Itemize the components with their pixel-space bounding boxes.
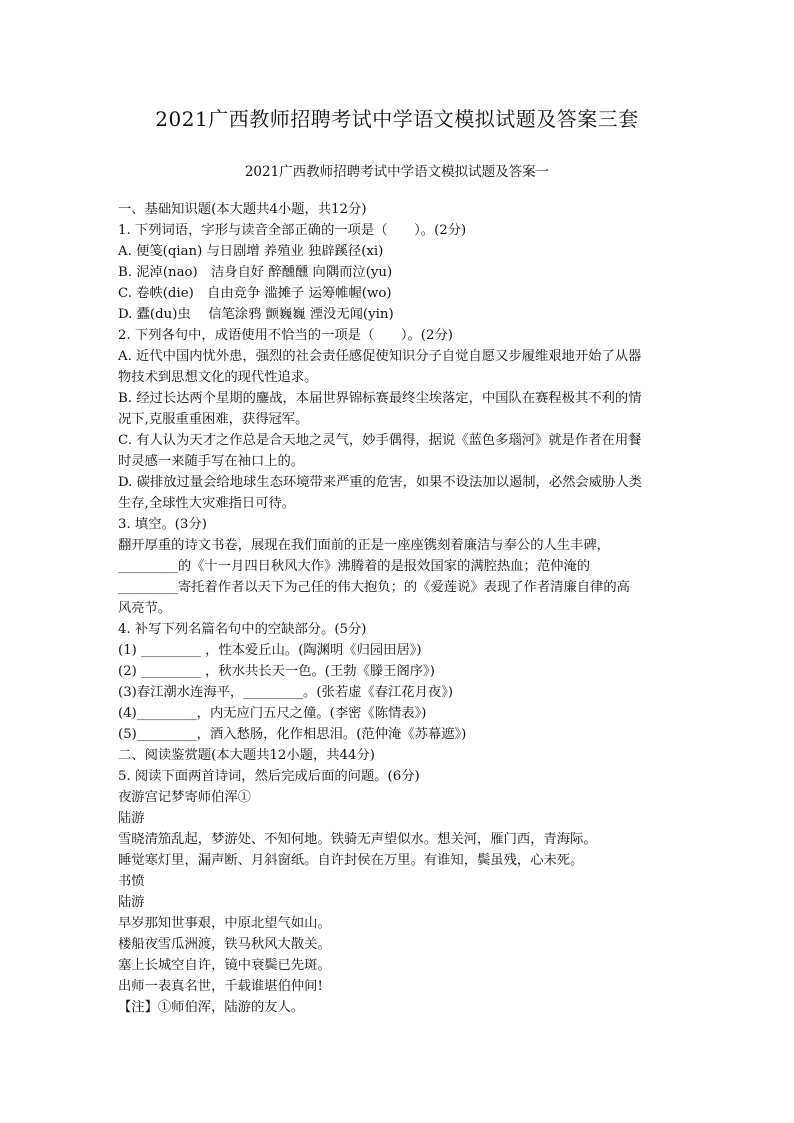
text-line: B. 泥淖(nao) 洁身自好 醉醺醺 向隅而泣(yu) bbox=[118, 265, 393, 280]
text-line: 4. 补写下列名篇名句中的空缺部分。(5分) bbox=[118, 622, 367, 637]
text-line: 翻开厚重的诗文书卷，展现在我们面前的正是一座座镌刻着廉洁与奉公的人生丰碑， bbox=[118, 538, 610, 553]
text-line: 陆游 bbox=[118, 895, 145, 910]
text-line: 陆游 bbox=[118, 811, 145, 826]
text-line: _________的《十一月四日秋风大作》沸腾着的是报效国家的满腔热血；范仲淹的 bbox=[118, 559, 591, 574]
text-line: 一、基础知识题(本大题共4小题，共12分) bbox=[118, 202, 367, 217]
document-subtitle: 2021广西教师招聘考试中学语文模拟试题及答案一 bbox=[244, 164, 550, 180]
text-line: B. 经过长达两个星期的鏖战，本届世界锦标赛最终尘埃落定，中国队在赛程极其不利的情 bbox=[118, 391, 642, 406]
text-line: 雪晓清笳乱起，梦游处、不知何地。铁骑无声望似水。想关河，雁门西，青海际。 bbox=[118, 832, 597, 847]
document-title: 2021广西教师招聘考试中学语文模拟试题及答案三套 bbox=[155, 107, 639, 131]
text-line: 时灵感一来随手写在袖口上的。 bbox=[118, 454, 305, 469]
text-line: 夜游宫记梦寄师伯浑① bbox=[118, 790, 251, 805]
text-line: 物技术到思想文化的现代性追求。 bbox=[118, 370, 318, 385]
text-line: 睡觉寒灯里，漏声断、月斜窗纸。自许封侯在万里。有谁知，鬓虽残，心未死。 bbox=[118, 853, 584, 868]
text-line: (1) _________ ，性本爱丘山。(陶渊明《归园田居》) bbox=[118, 643, 422, 658]
text-line: 生存,全球性大灾难指日可待。 bbox=[118, 496, 296, 511]
text-line: (3)春江潮水连海平，_________。(张若虚《春江花月夜》) bbox=[118, 685, 454, 700]
text-line: 2. 下列各句中，成语使用不恰当的一项是（ ）。(2分) bbox=[118, 328, 453, 343]
text-line: 况下,克服重重困难，获得冠军。 bbox=[118, 412, 309, 427]
text-line: 早岁那知世事艰，中原北望气如山。 bbox=[118, 916, 331, 931]
text-line: 二、阅读鉴赏题(本大题共12小题，共44分) bbox=[118, 748, 375, 763]
text-line: 楼船夜雪瓜洲渡，铁马秋风大散关。 bbox=[118, 937, 331, 952]
text-line: 1. 下列词语，字形与读音全部正确的一项是（ ）。(2分) bbox=[118, 223, 467, 238]
text-line: (4)_________，内无应门五尺之僮。(李密《陈情表》) bbox=[118, 706, 427, 721]
text-line: A. 近代中国内忧外患，强烈的社会责任感促使知识分子自觉自愿又步履维艰地开始了从器 bbox=[118, 349, 642, 364]
text-line: C. 卷帙(die) 自由竞争 滥摊子 运筹帷幄(wo) bbox=[118, 286, 392, 301]
text-line: C. 有人认为天才之作总是合天地之灵气，妙手偶得，据说《蓝色多瑙河》就是作者在用餐 bbox=[118, 433, 642, 448]
text-line: (2) _________ ，秋水共长天一色。(王勃《滕王阁序》) bbox=[118, 664, 435, 679]
text-line: D. 蠹(du)虫 信笔涂鸦 颤巍巍 湮没无闻(yin) bbox=[118, 307, 394, 322]
text-line: (5)_________，酒入愁肠，化作相思泪。(范仲淹《苏幕遮》) bbox=[118, 727, 467, 742]
text-line: D. 碳排放过量会给地球生态环境带来严重的危害，如果不设法加以遏制，必然会威胁人类 bbox=[118, 475, 642, 490]
text-line: 出师一表真名世，千载谁堪伯仲间! bbox=[118, 979, 323, 994]
text-line: 书愤 bbox=[118, 874, 145, 889]
text-line: 【注】①师伯浑，陆游的友人。 bbox=[118, 1000, 305, 1015]
text-line: _________寄托着作者以天下为己任的伟大抱负；的《爱莲说》表现了作者清廉自律的高 bbox=[118, 580, 630, 595]
text-line: 3. 填空。(3分) bbox=[118, 517, 207, 532]
document-body bbox=[118, 199, 678, 1018]
text-line: 塞上长城空自许，镜中衰鬓已先斑。 bbox=[118, 958, 331, 973]
text-line: 5. 阅读下面两首诗词，然后完成后面的问题。(6分) bbox=[118, 769, 420, 784]
text-line: 风亮节。 bbox=[118, 601, 172, 616]
text-line: A. 便笺(qian) 与日剧增 养殖业 独辟蹊径(xi) bbox=[118, 244, 384, 259]
